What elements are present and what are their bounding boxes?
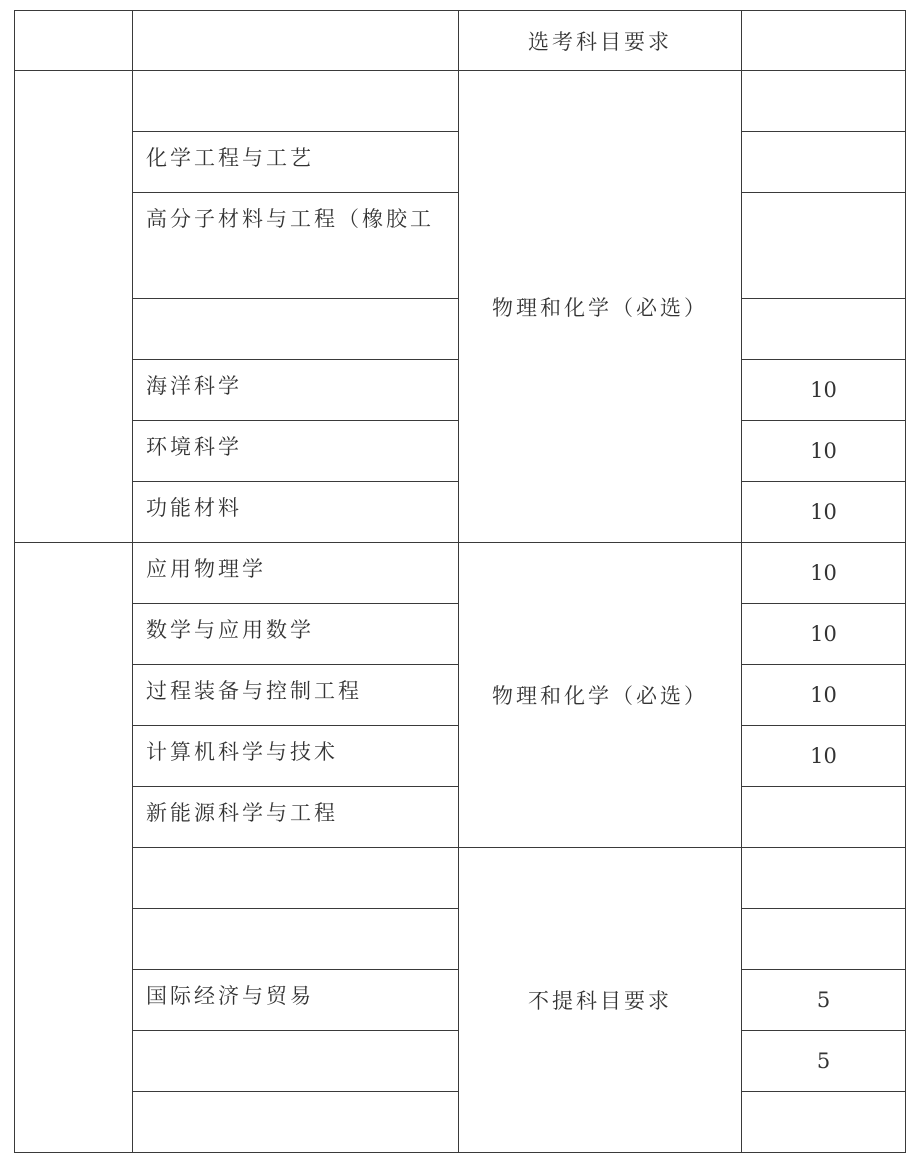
- header-category: [15, 11, 133, 71]
- count-cell: 10: [742, 543, 906, 604]
- table-row: [15, 71, 906, 132]
- header-major: [133, 11, 459, 71]
- count-cell: 10: [742, 665, 906, 726]
- subject-requirement-cell: 物理和化学（必选）: [459, 71, 742, 543]
- major-cell: 过程装备与控制工程: [133, 665, 459, 726]
- count-cell: [742, 132, 906, 193]
- count-cell: 10: [742, 421, 906, 482]
- count-cell: 5: [742, 1031, 906, 1092]
- subject-requirement-cell: 不提科目要求: [459, 848, 742, 1153]
- category-cell-2: [15, 543, 133, 1153]
- table-row: [15, 543, 906, 604]
- category-cell-1: [15, 71, 133, 543]
- count-cell: 10: [742, 482, 906, 543]
- major-cell: 新能源科学与工程: [133, 787, 459, 848]
- count-cell: 10: [742, 726, 906, 787]
- header-subject-requirement: 选考科目要求: [459, 11, 742, 71]
- major-cell: 数学与应用数学: [133, 604, 459, 665]
- major-cell: 功能材料: [133, 482, 459, 543]
- major-cell: 环境科学: [133, 421, 459, 482]
- major-cell: 海洋科学: [133, 360, 459, 421]
- major-cell: [133, 1092, 459, 1153]
- major-cell: [133, 909, 459, 970]
- major-cell: 化学工程与工艺: [133, 132, 459, 193]
- major-cell: 高分子材料与工程（橡胶工: [133, 193, 459, 299]
- count-cell: [742, 71, 906, 132]
- subject-requirement-cell: 物理和化学（必选）: [459, 543, 742, 848]
- table-row: [15, 848, 906, 909]
- major-cell: [133, 71, 459, 132]
- count-cell: [742, 787, 906, 848]
- major-cell: [133, 299, 459, 360]
- major-cell: [133, 848, 459, 909]
- major-cell: 计算机科学与技术: [133, 726, 459, 787]
- header-row: [15, 11, 906, 71]
- count-cell: [742, 193, 906, 299]
- count-cell: 10: [742, 604, 906, 665]
- major-cell: 应用物理学: [133, 543, 459, 604]
- count-cell: [742, 1092, 906, 1153]
- count-cell: [742, 299, 906, 360]
- count-cell: [742, 848, 906, 909]
- count-cell: 5: [742, 970, 906, 1031]
- admission-subject-table: [14, 10, 906, 1153]
- major-cell: [133, 1031, 459, 1092]
- header-count: [742, 11, 906, 71]
- count-cell: [742, 909, 906, 970]
- major-cell: 国际经济与贸易: [133, 970, 459, 1031]
- count-cell: 10: [742, 360, 906, 421]
